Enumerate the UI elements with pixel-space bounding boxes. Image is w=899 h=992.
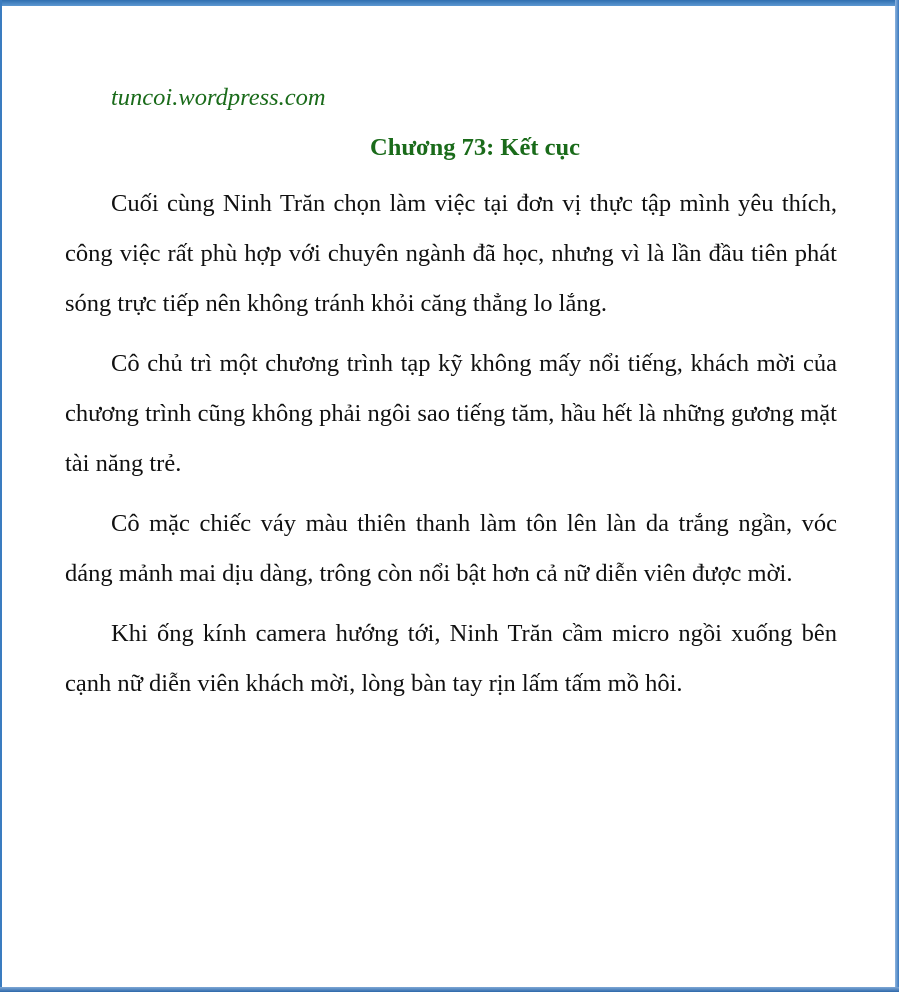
document-content (65, 81, 837, 719)
window-frame-bottom (0, 987, 899, 992)
document-page[interactable] (2, 6, 895, 987)
paragraph-4: Khi ống kính camera hướng tới, Ninh Trăn cầm micro ngồi xuống bên cạnh nữ diễn viên khách mời, lòng bàn tay rịn lấm tấm mồ hôi. (65, 620, 837, 697)
site-url: tuncoi.wordpress.com (111, 84, 326, 111)
chapter-title: Chương 73: Kết cục (370, 134, 580, 161)
window-frame-right (895, 0, 899, 992)
paragraph-3: Cô mặc chiếc váy màu thiên thanh làm tôn lên làn da trắng ngần, vóc dáng mảnh mai dịu dàng, trông còn nổi bật hơn cả nữ diễn viên được mời. (65, 510, 837, 587)
paragraph-2: Cô chủ trì một chương trình tạp kỹ không mấy nổi tiếng, khách mời của chương trình cũng không phải ngôi sao tiếng tăm, hầu hết là những gương mặt tài năng trẻ. (65, 350, 837, 477)
paragraph-1: Cuối cùng Ninh Trăn chọn làm việc tại đơn vị thực tập mình yêu thích, công việc rất phù hợp với chuyên ngành đã học, nhưng vì là lần đầu tiên phát sóng trực tiếp nên không tránh khỏi căng thẳng lo lắng. (65, 190, 837, 317)
